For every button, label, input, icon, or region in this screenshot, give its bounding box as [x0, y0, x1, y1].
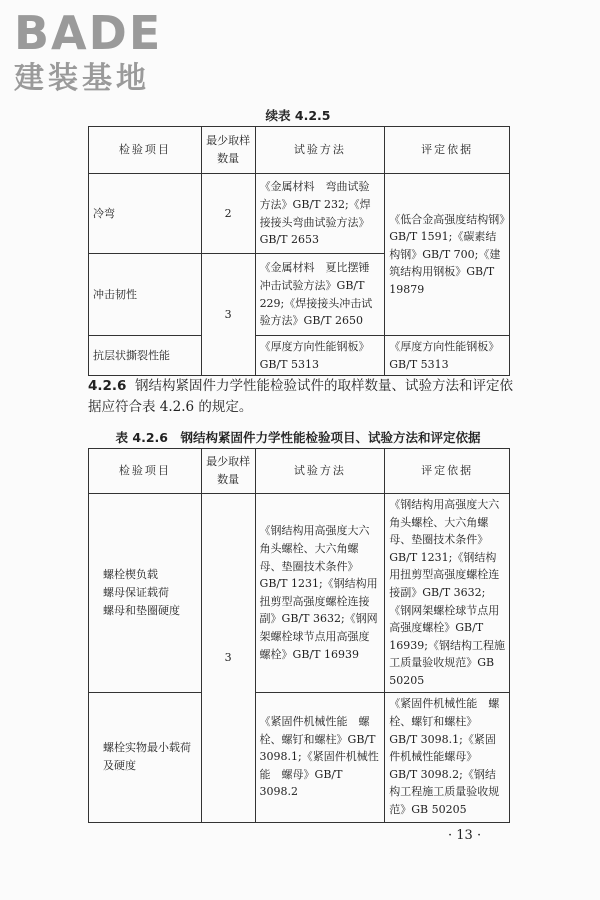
table-row: [89, 692, 510, 822]
table2-caption: 表 4.2.6 钢结构紧固件力学性能检验项目、试验方法和评定依据: [115, 430, 481, 445]
page-number: · 13 ·: [448, 828, 482, 843]
table2-header-count: 最少取样数量: [201, 449, 255, 494]
table1-item: 抗层状撕裂性能: [89, 336, 202, 376]
table1-header-item: 检验项目: [89, 127, 202, 174]
table1: [88, 126, 510, 376]
table1-method: 《金属材料 弯曲试验方法》GB/T 232;《焊接接头弯曲试验方法》GB/T 2653: [255, 174, 385, 254]
table1-header-count: 最少取样数量: [201, 127, 255, 174]
section-text: 钢结构紧固件力学性能检验试件的取样数量、试验方法和评定依据应符合表 4.2.6 的规定。: [88, 378, 514, 415]
section-4-2-6: [88, 376, 518, 418]
table-row: [89, 174, 510, 254]
logo-subtitle: 建装基地: [14, 61, 150, 96]
table2-basis: 《紧固件机械性能 螺栓、螺钉和螺柱》GB/T 3098.1;《紧固件机械性能螺母》GB/T 3098.2;《钢结构工程施工质量验收规范》GB 50205: [385, 692, 510, 822]
table-row: [89, 336, 510, 376]
table2-header-item: 检验项目: [89, 449, 202, 494]
table2: [88, 448, 510, 823]
table2-method: 《紧固件机械性能 螺栓、螺钉和螺柱》GB/T 3098.1;《紧固件机械性能 螺母》GB/T 3098.2: [255, 692, 385, 822]
table1-item: 冷弯: [89, 174, 202, 254]
table1-count: 3: [201, 254, 255, 376]
table2-header-basis: 评定依据: [385, 449, 510, 494]
table2-basis: 《钢结构用高强度大六角头螺栓、大六角螺母、垫圈技术条件》GB/T 1231;《钢结构用扭剪型高强度螺栓连接副》GB/T 3632;《钢网架螺栓球节点用高强度螺栓》GB/T 16939;《钢结构工程施工质量验收规范》GB 50205: [385, 494, 510, 693]
table1-basis-shared: 《低合金高强度结构钢》GB/T 1591;《碳素结构钢》GB/T 700;《建筑结构用钢板》GB/T 19879: [385, 174, 510, 336]
table1-count: 2: [201, 174, 255, 254]
table2-item: 螺栓楔负载 螺母保证载荷 螺母和垫圈硬度: [89, 494, 202, 693]
logo: [14, 6, 163, 96]
table2-header-method: 试验方法: [255, 449, 385, 494]
table1-basis: 《厚度方向性能钢板》GB/T 5313: [385, 336, 510, 376]
table2-count: 3: [201, 494, 255, 823]
table2-header-row: [89, 449, 510, 494]
table2-method: 《钢结构用高强度大六角头螺栓、大六角螺母、垫圈技术条件》GB/T 1231;《钢结构用扭剪型高强度螺栓连接副》GB/T 3632;《钢网架螺栓球节点用高强度螺栓》GB/T 16939: [255, 494, 385, 693]
table1-header-basis: 评定依据: [385, 127, 510, 174]
table1-method: 《金属材料 夏比摆锤冲击试验方法》GB/T 229;《焊接接头冲击试验方法》GB/T 2650: [255, 254, 385, 336]
table1-header-row: [89, 127, 510, 174]
section-number: 4.2.6: [88, 378, 127, 394]
logo-brand: BADE: [14, 6, 163, 60]
table2-item: 螺栓实物最小载荷及硬度: [89, 692, 202, 822]
table1-item: 冲击韧性: [89, 254, 202, 336]
table1-method: 《厚度方向性能钢板》GB/T 5313: [255, 336, 385, 376]
table1-header-method: 试验方法: [255, 127, 385, 174]
table1-caption: 续表 4.2.5: [265, 108, 331, 123]
table-row: [89, 494, 510, 693]
